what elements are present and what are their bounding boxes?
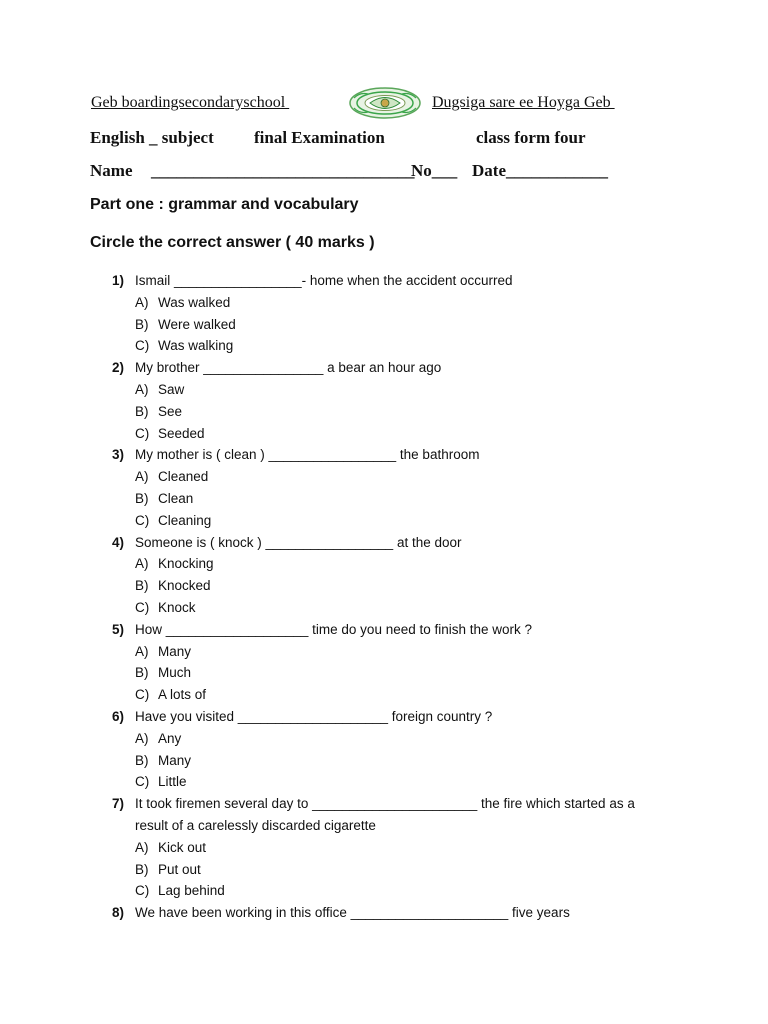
answer-option[interactable] <box>0 771 768 793</box>
option-text: Much <box>158 665 192 681</box>
question-item <box>0 706 768 728</box>
answer-option[interactable] <box>0 510 768 532</box>
option-letter: A) <box>135 839 149 855</box>
school-name-english: Geb boardingsecondaryschool <box>91 94 290 111</box>
school-name-somali: Dugsiga sare ee Hoyga Geb <box>432 94 615 111</box>
option-letter: A) <box>135 294 149 310</box>
question-number: 1) <box>112 273 125 288</box>
option-text: Were walked <box>158 316 236 332</box>
question-text: How ___________________ time do you need to finish the work ? <box>135 621 533 637</box>
option-text: Put out <box>158 861 201 877</box>
question-item <box>0 793 768 837</box>
answer-option[interactable] <box>0 401 768 423</box>
option-text: See <box>158 403 183 419</box>
number-label: No___ <box>411 161 458 180</box>
school-emblem-icon <box>348 86 422 120</box>
question-item <box>0 902 768 924</box>
question-number: 3) <box>112 447 125 463</box>
option-text: Knocking <box>158 556 214 572</box>
date-label: Date____________ <box>472 161 608 180</box>
question-number: 4) <box>112 534 125 550</box>
answer-option[interactable] <box>0 488 768 510</box>
option-letter: B) <box>135 578 149 594</box>
name-label: Name <box>90 161 133 180</box>
option-letter: B) <box>135 665 149 681</box>
name-blank: _______________________________ <box>151 161 415 180</box>
question-item <box>0 444 768 466</box>
option-text: Kick out <box>158 839 207 855</box>
answer-option[interactable] <box>0 859 768 881</box>
option-letter: C) <box>135 338 150 354</box>
answer-option[interactable] <box>0 379 768 401</box>
answer-option[interactable] <box>0 728 768 750</box>
question-text: Someone is ( knock ) _________________ at the door <box>135 534 462 550</box>
option-text: Was walked <box>158 294 231 310</box>
instruction: Circle the correct answer ( 40 marks ) <box>90 234 375 251</box>
option-letter: A) <box>135 556 149 572</box>
question-list <box>0 270 768 924</box>
answer-option[interactable] <box>0 292 768 314</box>
answer-option[interactable] <box>0 335 768 357</box>
answer-option[interactable] <box>0 314 768 336</box>
option-text: Little <box>158 774 187 790</box>
option-letter: B) <box>135 490 149 506</box>
option-letter: B) <box>135 861 149 877</box>
answer-option[interactable] <box>0 553 768 575</box>
question-text: It took firemen several day to ______________________ the fire which started as a result of a carelessly discarded cigarette <box>135 796 639 833</box>
option-letter: C) <box>135 512 150 528</box>
option-text: Knocked <box>158 578 211 594</box>
answer-option[interactable] <box>0 684 768 706</box>
answer-option[interactable] <box>0 750 768 772</box>
option-text: Was walking <box>158 338 234 354</box>
question-text: My brother ________________ a bear an hour ago <box>135 360 442 376</box>
option-text: Clean <box>158 490 194 506</box>
option-text: Knock <box>158 599 196 615</box>
option-text: A lots of <box>158 687 207 703</box>
answer-option[interactable] <box>0 466 768 488</box>
option-letter: C) <box>135 425 150 441</box>
option-letter: A) <box>135 643 149 659</box>
question-number: 5) <box>112 621 125 637</box>
answer-option[interactable] <box>0 575 768 597</box>
question-number: 8) <box>112 905 125 921</box>
option-letter: C) <box>135 774 150 790</box>
option-letter: A) <box>135 730 149 746</box>
option-text: Saw <box>158 381 185 397</box>
option-text: Seeded <box>158 425 205 441</box>
class-label: class form four <box>476 128 586 147</box>
option-text: Cleaned <box>158 469 209 485</box>
question-number: 6) <box>112 708 125 724</box>
option-letter: B) <box>135 316 149 332</box>
option-letter: A) <box>135 381 149 397</box>
question-number: 7) <box>112 796 125 812</box>
answer-option[interactable] <box>0 597 768 619</box>
question-text: We have been working in this office _____________________ five years <box>135 905 570 921</box>
question-item <box>0 619 768 641</box>
answer-option[interactable] <box>0 880 768 902</box>
question-number: 2) <box>112 360 125 376</box>
answer-option[interactable] <box>0 662 768 684</box>
exam-label: final Examination <box>254 128 385 147</box>
option-letter: C) <box>135 599 150 615</box>
subject-label: English _ subject <box>90 128 214 147</box>
option-text: Many <box>158 643 192 659</box>
option-letter: B) <box>135 403 149 419</box>
option-text: Any <box>158 730 182 746</box>
answer-option[interactable] <box>0 641 768 663</box>
option-text: Lag behind <box>158 883 225 899</box>
question-text: My mother is ( clean ) _________________ the bathroom <box>135 447 480 463</box>
question-text: Have you visited ____________________ foreign country ? <box>135 708 493 724</box>
question-item <box>0 357 768 379</box>
option-letter: B) <box>135 752 149 768</box>
option-letter: A) <box>135 469 149 485</box>
option-text: Many <box>158 752 192 768</box>
option-text: Cleaning <box>158 512 212 528</box>
answer-option[interactable] <box>0 837 768 859</box>
question-item <box>0 532 768 554</box>
question-item <box>0 270 768 292</box>
part-title: Part one : grammar and vocabulary <box>90 196 359 213</box>
option-letter: C) <box>135 687 150 703</box>
option-letter: C) <box>135 883 150 899</box>
answer-option[interactable] <box>0 423 768 445</box>
question-text: Ismail _________________- home when the accident occurred <box>135 273 513 288</box>
